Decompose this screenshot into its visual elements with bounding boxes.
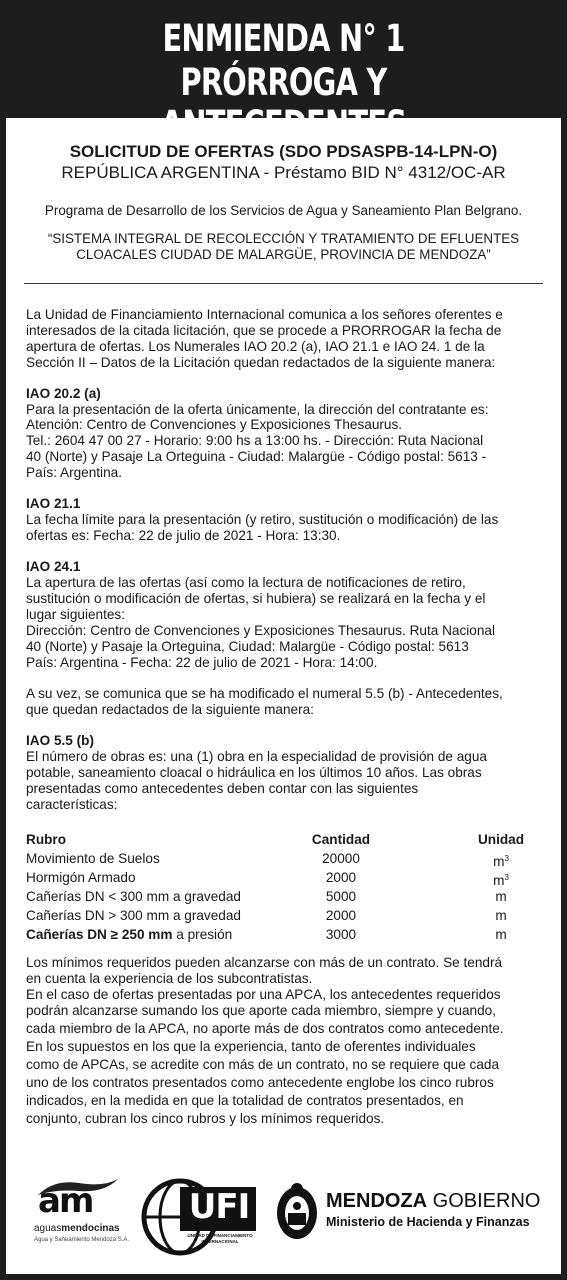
column-header-cantidad: Cantidad: [311, 832, 371, 847]
modification-line: A su vez, se comunica que se ha modificado el numeral 5.5 (b) - Antecedentes,: [26, 686, 503, 701]
mendoza-bold: MENDOZA: [326, 1190, 428, 1212]
table-cell-cantidad: 2000: [325, 908, 357, 923]
closing-line: en cuenta la experiencia de los subcontratistas.: [26, 971, 313, 986]
iao-202-line: Atención: Centro de Convenciones y Exposiciones Thesaurus.: [26, 417, 403, 432]
aguas-mendocinas-logo: [34, 1173, 130, 1263]
table-cell-cantidad: 2000: [325, 870, 357, 885]
iao-241-line: País: Argentina - Fecha: 22 de julio de 2021 - Hora: 14:00.: [26, 655, 378, 670]
table-cell-unidad: m: [495, 927, 507, 942]
iao-241-line: sustitución o modificación de ofertas, si hubiera) se realizará en la fecha y el: [26, 591, 486, 606]
iao-55-line: potable, saneamiento cloacal o hidráulica en los últimos 10 años. Las obras: [26, 765, 482, 780]
table-cell-cantidad: 5000: [325, 889, 357, 904]
divider: [24, 283, 543, 284]
iao-211-line: ofertas es: Fecha: 22 de julio de 2021 - Hora: 13:30.: [26, 528, 341, 543]
ministry-name: Ministerio de Hacienda y Finanzas: [326, 1215, 530, 1229]
iao-202-line: Tel.: 2604 47 00 27 - Horario: 9:00 hs a 13:00 hs. - Dirección: Ruta Nacional: [26, 433, 484, 448]
iao-241-line: Dirección: Centro de Convenciones y Exposiciones Thesaurus. Ruta Nacional: [26, 623, 495, 638]
modification-line: que quedan redactados de la siguiente manera:: [26, 702, 314, 717]
iao-55-heading: IAO 5.5 (b): [26, 733, 94, 748]
closing-line: podrán alcanzarse sumando los que aporte cada miembro, siempre y cuando,: [26, 1003, 497, 1018]
rubro-bold-part: Cañerías DN ≥ 250 mm: [26, 927, 173, 942]
am-tagline: Agua y Saneamiento Mendoza S.A.: [34, 1237, 130, 1243]
am-name: [34, 1223, 120, 1235]
gobierno-light: GOBIERNO: [427, 1190, 541, 1212]
table-cell-cantidad: 3000: [325, 927, 357, 942]
intro-line: La Unidad de Financiamiento Internacional comunica a los señores oferentes e: [26, 307, 503, 322]
table-cell-rubro: Cañerías DN > 300 mm a gravedad: [26, 908, 241, 923]
table-row: [26, 849, 526, 868]
header-title-line2: PRÓRROGA Y: [180, 61, 387, 104]
table-row: [26, 887, 526, 906]
system-name-line2: CLOACALES CIUDAD DE MALARGÜE, PROVINCIA DE MENDOZA”: [76, 247, 491, 262]
table-cell-rubro: [26, 925, 232, 944]
am-mark: am: [38, 1181, 93, 1221]
table-cell-unidad: m: [495, 908, 507, 923]
intro-line: interesados de la citada licitación, que se procede a PRORROGAR la fecha de: [26, 323, 502, 338]
closing-line: cada miembro de la APCA, no aporte más de dos contratos como antecedente.: [26, 1021, 504, 1036]
iao-241-line: lugar siguientes:: [26, 607, 125, 622]
table-row: [26, 906, 526, 925]
table-row: [26, 868, 526, 887]
iao-211-line: La fecha límite para la presentación (y retiro, sustitución o modificación) de las: [26, 512, 499, 527]
ufi-mark: UFI: [188, 1187, 250, 1227]
ufi-tagline-1: UNIDAD DE FINANCIAMIENTO: [187, 1233, 253, 1238]
am-name-part: aguas: [34, 1223, 62, 1234]
closing-line: conjunto, cubran los cinco rubros y los mínimos requeridos.: [26, 1111, 385, 1126]
iao-55-line: El número de obras es: una (1) obra en la especialidad de provisión de agua: [26, 749, 487, 764]
iao-202-line: Para la presentación de la oferta únicamente, la dirección del contratante es:: [26, 402, 489, 417]
notice-body: [6, 118, 561, 1274]
closing-line: uno de los contratos presentados como antecedente englobe los cinco rubros: [26, 1075, 494, 1090]
system-name-line1: “SISTEMA INTEGRAL DE RECOLECCIÓN Y TRATAMIENTO DE EFLUENTES: [47, 231, 520, 246]
ufi-tagline-2: INTERNACIONAL: [201, 1239, 239, 1244]
iao-211-heading: IAO 21.1: [26, 496, 81, 511]
table-row: [26, 925, 526, 944]
unit-text: m: [493, 854, 505, 869]
closing-line: como de APCAs, se acredite con más de un contrato, no se requiere que cada: [26, 1057, 500, 1072]
table-cell-rubro: Hormigón Armado: [26, 870, 136, 885]
iao-202-line: País: Argentina.: [26, 465, 122, 480]
rubro-rest-part: a presión: [172, 927, 233, 942]
iao-202-line: 40 (Norte) y Pasaje La Orteguina - Ciudad: Malargüe - Código postal: 5613 -: [26, 449, 487, 464]
mendoza-gobierno-logo: [274, 1175, 554, 1255]
column-header-rubro: Rubro: [26, 832, 67, 847]
iao-241-line: 40 (Norte) y Pasaje la Orteguina, Ciudad: Malargüe - Código postal: 5613: [26, 639, 469, 654]
notice-header: [0, 0, 567, 118]
unit-exponent: 3: [504, 854, 509, 863]
logos-footer: [6, 1161, 561, 1271]
doc-title: SOLICITUD DE OFERTAS (SDO PDSASPB-14-LPN-O): [69, 142, 498, 161]
intro-line: apertura de ofertas. Los Numerales IAO 20.2 (a), IAO 21.1 e IAO 24. 1 de la: [26, 339, 485, 354]
intro-line: Sección II – Datos de la Licitación quedan redactados de la siguiente manera:: [26, 355, 496, 370]
header-title-line1: ENMIENDA N° 1: [162, 17, 405, 60]
iao-241-line: La apertura de las ofertas (así como la lectura de notificaciones de retiro,: [26, 575, 466, 590]
coat-of-arms-icon: [274, 1179, 320, 1243]
table-cell-rubro: Movimiento de Suelos: [26, 851, 160, 866]
closing-line: En el caso de ofertas presentadas por una APCA, los antecedentes requeridos: [26, 987, 501, 1002]
program-name: Programa de Desarrollo de los Servicios de Agua y Saneamiento Plan Belgrano.: [44, 203, 523, 218]
unit-exponent: 3: [504, 873, 509, 882]
iao-241-heading: IAO 24.1: [26, 559, 81, 574]
unit-text: m: [493, 873, 505, 888]
table-cell-cantidad: 20000: [322, 851, 360, 866]
am-name-bold-part: mendocinas: [61, 1223, 120, 1234]
mendoza-wordmark: [326, 1189, 540, 1213]
iao-55-line: características:: [26, 797, 118, 812]
column-header-unidad: Unidad: [477, 832, 525, 847]
closing-line: indicados, en la medida en que la totalidad de contratos presentados, en: [26, 1093, 464, 1108]
ufi-logo: [140, 1173, 260, 1259]
table-header-row: [26, 830, 526, 849]
table-cell-rubro: Cañerías DN < 300 mm a gravedad: [26, 889, 241, 904]
doc-subtitle: REPÚBLICA ARGENTINA - Préstamo BID N° 4312/OC-AR: [61, 163, 506, 182]
iao-202-heading: IAO 20.2 (a): [26, 386, 101, 401]
closing-line: En los supuestos en los que la experiencia, tanto de oferentes individuales: [26, 1039, 476, 1054]
table-cell-unidad: m: [495, 889, 507, 904]
closing-line: Los mínimos requeridos pueden alcanzarse con más de un contrato. Se tendrá: [26, 955, 503, 970]
iao-55-line: presentadas como antecedentes deben contar con las siguientes: [26, 781, 419, 796]
